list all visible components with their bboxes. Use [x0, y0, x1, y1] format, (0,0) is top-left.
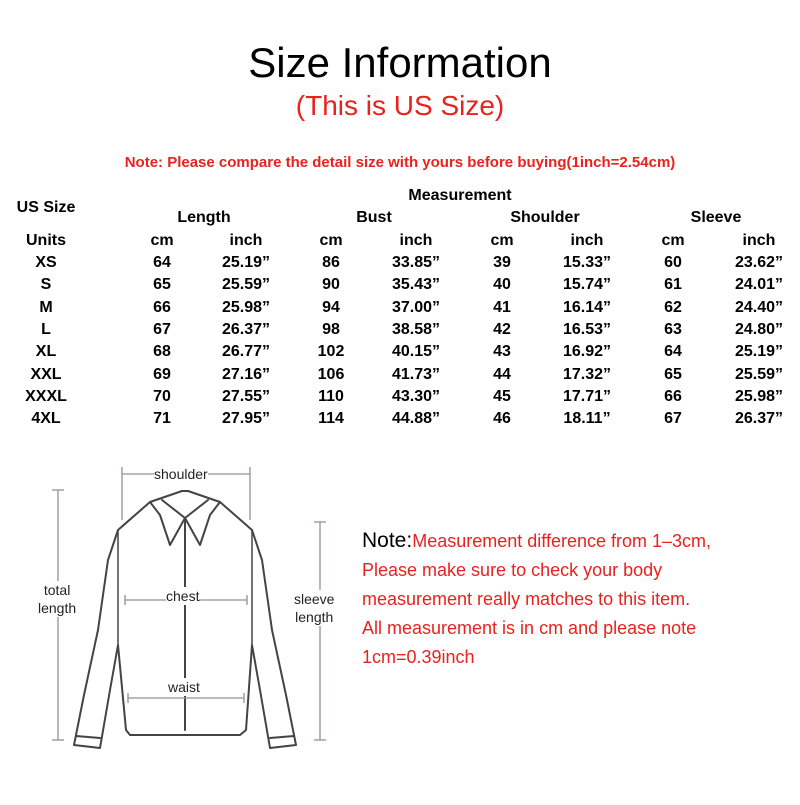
table-cell: 17.71”	[562, 387, 612, 405]
table-cell: 45	[493, 387, 511, 405]
note-line-0	[362, 526, 792, 556]
table-cell: 25.19”	[734, 343, 784, 361]
unit-cm-header: cm	[661, 232, 685, 249]
table-cell: 25.98”	[734, 387, 784, 405]
table-cell: 94	[322, 298, 340, 316]
table-cell: 16.14”	[562, 298, 612, 316]
table-cell: 26.37”	[221, 320, 271, 338]
table-cell: 24.40”	[734, 298, 784, 316]
table-cell: 35.43”	[391, 276, 441, 294]
note-text-2: measurement really matches to this item.	[362, 589, 691, 609]
table-cell: 27.95”	[221, 410, 271, 428]
note-text-0: Measurement difference from 1–3cm,	[412, 531, 712, 551]
sleeve-length-label	[294, 590, 334, 626]
table-cell: 43.30”	[391, 387, 441, 405]
table-cell: 102	[317, 343, 345, 361]
unit-cm-header: cm	[319, 232, 343, 249]
unit-inch-header: inch	[742, 232, 776, 249]
table-cell: 42	[493, 320, 511, 338]
table-cell: 64	[153, 254, 171, 271]
table-cell: 65	[153, 276, 171, 294]
table-cell: 114	[318, 410, 344, 428]
table-cell: 41	[493, 298, 511, 316]
table-cell: 25.19”	[221, 254, 271, 271]
table-cell: 23.62”	[734, 254, 784, 271]
table-cell: 68	[153, 343, 171, 361]
table-cell: 70	[153, 387, 171, 405]
note-text-3: All measurement is in cm and please note	[362, 618, 697, 638]
sleeve-length-label-line1: sleeve	[294, 591, 335, 607]
shirt-diagram	[0, 440, 360, 800]
table-cell: 40.15”	[391, 343, 441, 361]
table-cell: 27.55”	[221, 387, 271, 405]
table-cell: 33.85”	[391, 254, 441, 271]
unit-inch-header: inch	[570, 232, 604, 249]
note-text-1: Please make sure to check your body	[362, 560, 663, 580]
table-cell: 38.58”	[391, 320, 441, 338]
size-label-l: L	[41, 320, 51, 338]
measurement-header: Measurement	[408, 187, 512, 204]
table-cell: 106	[317, 365, 345, 383]
table-cell: 61	[664, 276, 682, 294]
table-cell: 27.16”	[221, 365, 271, 383]
size-label-m: M	[39, 298, 53, 316]
table-cell: 64	[664, 343, 682, 361]
size-label-xxl: XXL	[30, 365, 62, 383]
table-cell: 98	[322, 320, 340, 338]
table-cell: 26.77”	[221, 343, 271, 361]
total-length-label-line2: length	[38, 600, 77, 616]
table-cell: 15.33”	[562, 254, 612, 271]
size-label-xxxl: XXXL	[25, 387, 67, 405]
group-header-sleeve: Sleeve	[690, 209, 742, 226]
total-length-label-line1: total	[43, 582, 71, 598]
table-cell: 16.53”	[562, 320, 612, 338]
table-cell: 46	[493, 410, 511, 428]
table-cell: 25.59”	[734, 365, 784, 383]
table-cell: 25.98”	[221, 298, 271, 316]
table-cell: 90	[322, 276, 340, 294]
table-cell: 62	[664, 298, 682, 316]
sleeve-length-label-line2: length	[295, 609, 334, 625]
note-label: Note:	[362, 529, 413, 552]
table-cell: 110	[318, 387, 344, 405]
size-label-xl: XL	[35, 343, 57, 361]
group-header-shoulder: Shoulder	[510, 209, 580, 226]
table-cell: 44.88”	[391, 410, 441, 428]
table-cell: 24.01”	[734, 276, 784, 294]
table-cell: 15.74”	[562, 276, 612, 294]
unit-inch-header: inch	[229, 232, 263, 249]
chest-label: chest	[166, 588, 200, 604]
size-label-s: S	[40, 276, 52, 294]
group-header-bust: Bust	[356, 209, 392, 226]
table-cell: 16.92”	[562, 343, 612, 361]
size-note: Note: Please compare the detail size with yours before buying(1inch=2.54cm)	[124, 154, 676, 171]
page-subtitle: (This is US Size)	[295, 90, 505, 121]
table-cell: 24.80”	[734, 320, 784, 338]
table-cell: 63	[664, 320, 682, 338]
note-text-4: 1cm=0.39inch	[362, 647, 475, 667]
table-cell: 66	[153, 298, 171, 316]
table-cell: 40	[493, 276, 511, 294]
shoulder-label: shoulder	[154, 466, 208, 482]
table-cell: 71	[153, 410, 171, 428]
units-label: Units	[26, 232, 66, 249]
table-cell: 25.59”	[221, 276, 271, 294]
unit-inch-header: inch	[399, 232, 433, 249]
waist-label: waist	[168, 679, 200, 695]
table-cell: 37.00”	[391, 298, 441, 316]
table-cell: 17.32”	[562, 365, 612, 383]
table-cell: 66	[664, 387, 682, 405]
table-cell: 67	[153, 320, 171, 338]
total-length-label	[38, 581, 76, 617]
unit-cm-header: cm	[150, 232, 174, 249]
table-cell: 60	[664, 254, 682, 271]
measurement-note	[362, 526, 792, 672]
table-cell: 18.11”	[563, 410, 611, 428]
group-header-length: Length	[177, 209, 231, 226]
table-cell: 26.37”	[734, 410, 784, 428]
page-title: Size Information	[248, 39, 552, 86]
table-cell: 86	[322, 254, 340, 271]
table-cell: 44	[493, 365, 511, 383]
table-cell: 41.73”	[391, 365, 441, 383]
table-cell: 39	[493, 254, 511, 271]
us-size-header: US Size	[16, 199, 76, 216]
table-cell: 69	[153, 365, 171, 383]
size-label-xs: XS	[35, 254, 57, 271]
table-cell: 65	[664, 365, 682, 383]
size-label-4xl: 4XL	[31, 410, 61, 428]
table-cell: 67	[664, 410, 682, 428]
unit-cm-header: cm	[490, 232, 514, 249]
table-cell: 43	[493, 343, 511, 361]
